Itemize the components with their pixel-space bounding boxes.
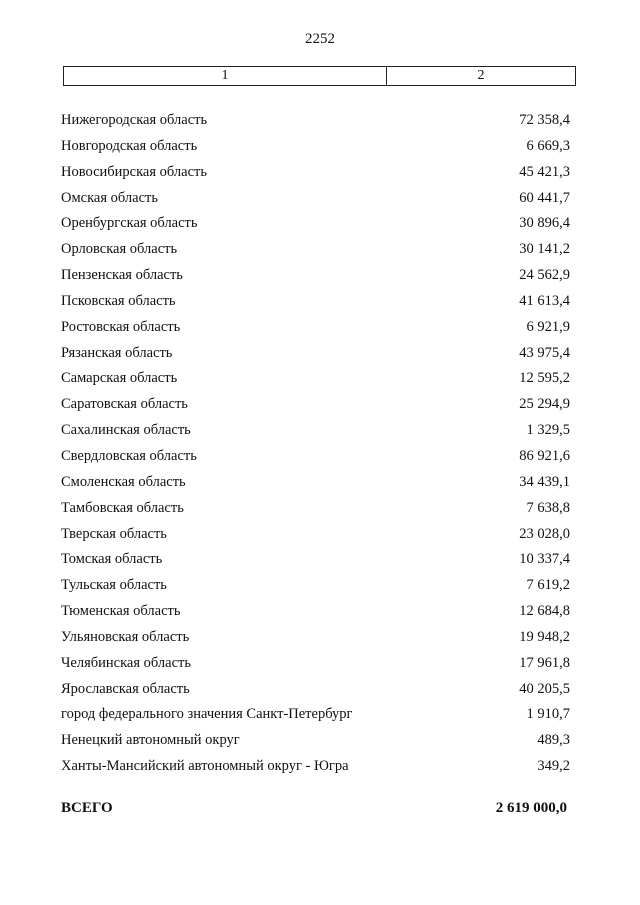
table-row [61,420,570,446]
region-value: 1 910,7 [526,706,570,723]
table-row [61,162,570,188]
region-value: 1 329,5 [526,422,570,439]
region-name: Ростовская область [61,318,181,335]
region-name: Омская область [61,189,158,206]
table-row [61,188,570,214]
total-label: ВСЕГО [61,800,113,816]
region-value: 7 638,8 [526,499,570,516]
table-row [61,575,570,601]
region-value: 86 921,6 [519,447,570,464]
region-name: Рязанская область [61,344,173,361]
region-name: Смоленская область [61,473,186,490]
page-number: 2252 [305,31,335,47]
region-value: 12 595,2 [519,370,570,387]
table-row [61,110,570,136]
table-row [61,730,570,756]
header-col-1: 1 [64,67,387,85]
region-name: Ульяновская область [61,628,190,645]
region-value: 7 619,2 [526,577,570,594]
region-name: Тюменская область [61,603,181,620]
region-name: Ханты-Мансийский автономный округ - Югра [61,758,349,775]
region-name: Саратовская область [61,396,188,413]
region-name: Псковская область [61,292,176,309]
region-value: 6 669,3 [526,137,570,154]
table-row [61,756,570,782]
region-name: Нижегородская область [61,112,208,128]
table-row [61,704,570,730]
region-name: Тульская область [61,577,167,594]
region-name: Ярославская область [61,680,190,697]
table-row [61,317,570,343]
table-row [61,524,570,550]
table-row [61,627,570,653]
region-name: город федерального значения Санкт-Петербург [61,706,353,723]
region-name: Сахалинская область [61,422,191,439]
table-row [61,213,570,239]
table-row [61,136,570,162]
region-value: 30 896,4 [519,215,570,232]
table-row [61,679,570,705]
region-name: Ненецкий автономный округ [61,732,240,749]
region-value: 10 337,4 [519,551,570,568]
region-name: Новгородская область [61,137,198,154]
region-name: Новосибирская область [61,163,207,180]
region-name: Оренбургская область [61,215,198,232]
table-header [63,66,576,86]
table-row [61,601,570,627]
region-name: Свердловская область [61,447,197,464]
region-value: 72 358,4 [519,112,570,128]
table-row [61,549,570,575]
region-value: 43 975,4 [519,344,570,361]
region-name: Тверская область [61,525,167,542]
region-value: 45 421,3 [519,163,570,180]
table-row [61,653,570,679]
table-row [61,446,570,472]
region-value: 489,3 [537,732,570,749]
region-name: Томская область [61,551,163,568]
region-name: Пензенская область [61,267,183,284]
region-value: 40 205,5 [519,680,570,697]
region-value: 23 028,0 [519,525,570,542]
table-row [61,265,570,291]
region-value: 41 613,4 [519,292,570,309]
region-value: 24 562,9 [519,267,570,284]
region-value: 17 961,8 [519,654,570,671]
region-value: 349,2 [537,758,570,775]
region-value: 60 441,7 [519,189,570,206]
table-row [61,394,570,420]
table-row [61,498,570,524]
region-value: 19 948,2 [519,628,570,645]
table-row [61,368,570,394]
table-row [61,239,570,265]
total-row [61,800,567,817]
table-row [61,291,570,317]
region-value: 12 684,8 [519,603,570,620]
region-name: Самарская область [61,370,178,387]
table-row [61,472,570,498]
region-value: 25 294,9 [519,396,570,413]
region-name: Орловская область [61,241,178,258]
region-value: 6 921,9 [526,318,570,335]
region-value: 30 141,2 [519,241,570,258]
table-row [61,343,570,369]
table-body [61,110,570,782]
region-name: Челябинская область [61,654,191,671]
region-value: 34 439,1 [519,473,570,490]
region-name: Тамбовская область [61,499,184,516]
header-col-2: 2 [477,68,485,83]
total-value: 2 619 000,0 [495,800,567,816]
